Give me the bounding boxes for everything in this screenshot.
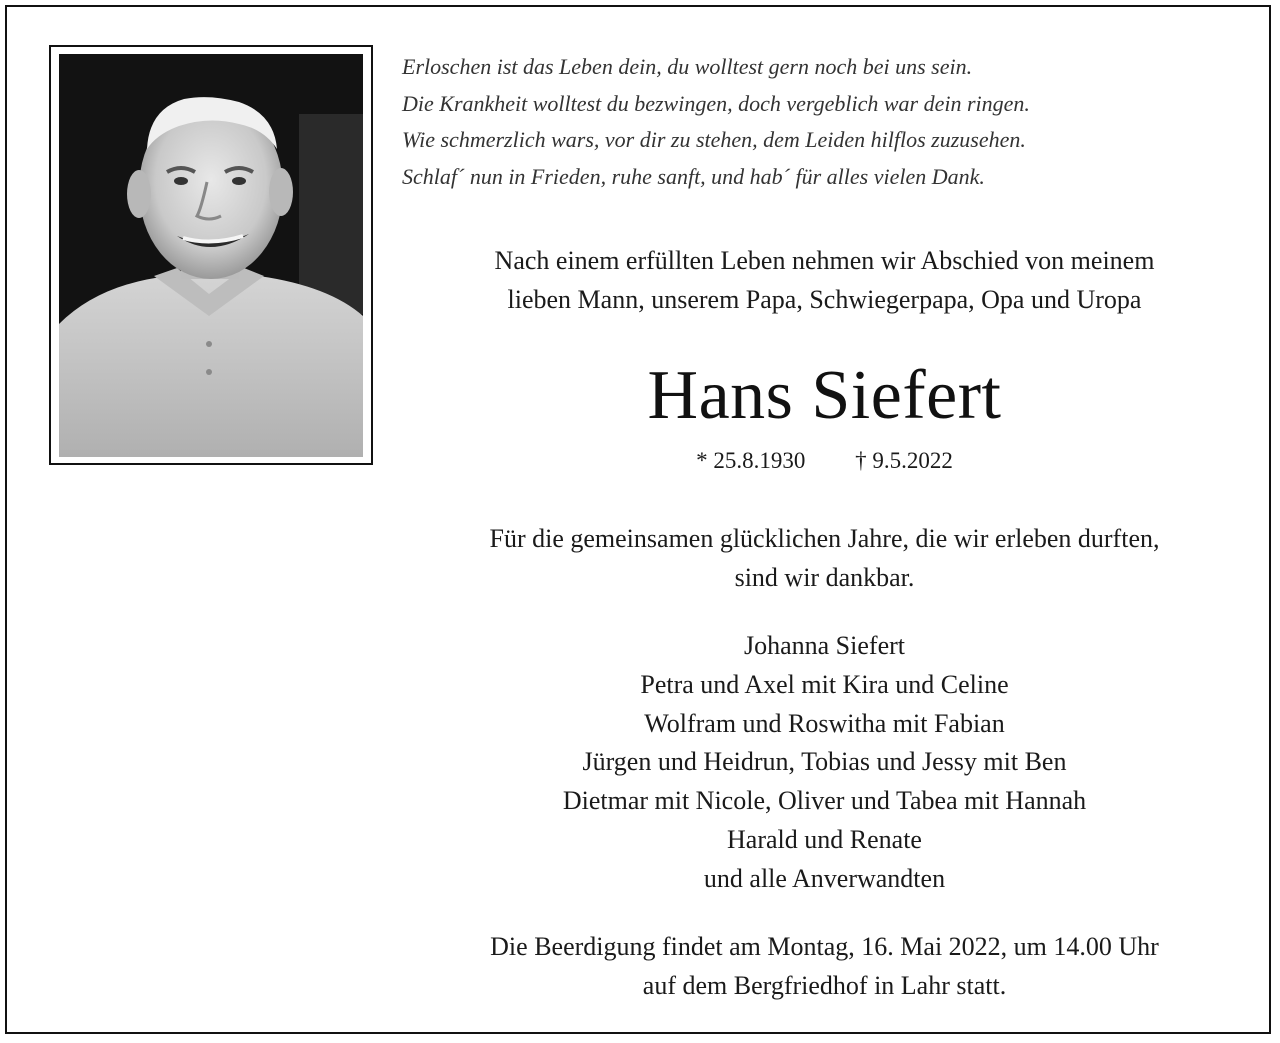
mourner-entry: Johanna Siefert — [743, 631, 905, 660]
mourner-entry: Jürgen und Heidrun, Tobias und Jessy mit Ben — [582, 747, 1067, 777]
poem-line: Die Krankheit wolltest du bezwingen, doch vergeblich war dein ringen. — [402, 90, 1030, 116]
poem-line: Erloschen ist das Leben dein, du wolltest gern noch bei uns sein. — [402, 54, 973, 79]
mourner-entry: und alle Anverwandten — [703, 863, 946, 893]
intro-line: Nach einem erfüllten Leben nehmen wir Abschied von meinem — [494, 246, 1155, 275]
poem-verse — [402, 49, 1252, 195]
obituary-notice — [5, 5, 1271, 1034]
mourners-list — [402, 627, 1247, 899]
portrait-frame — [49, 45, 373, 465]
portrait-icon — [59, 54, 363, 457]
deceased-name: Hans Siefert — [647, 357, 1002, 434]
birth-date: * 25.8.1930 — [696, 448, 806, 473]
gratitude-text — [402, 519, 1247, 597]
mourner-entry: Dietmar mit Nicole, Oliver und Tabea mit Hannah — [562, 786, 1087, 816]
portrait-photo — [59, 54, 363, 457]
mourner-entry: Wolfram und Roswitha mit Fabian — [644, 708, 1005, 738]
thanks-line: Für die gemeinsamen glücklichen Jahre, die wir erleben durften, — [489, 524, 1160, 553]
farewell-intro — [402, 241, 1247, 319]
funeral-line: auf dem Bergfriedhof in Lahr statt. — [642, 971, 1007, 1000]
death-date: † 9.5.2022 — [855, 448, 953, 473]
poem-line: Wie schmerzlich wars, vor dir zu stehen, dem Leiden hilflos zuzusehen. — [402, 127, 1026, 152]
funeral-line: Die Beerdigung findet am Montag, 16. Mai 2022, um 14.00 Uhr — [490, 932, 1159, 961]
intro-line: lieben Mann, unserem Papa, Schwiegerpapa, Opa und Uropa — [507, 285, 1142, 314]
mourner-entry: Petra und Axel mit Kira und Celine — [640, 669, 1009, 699]
funeral-info — [402, 927, 1247, 1005]
poem-line: Schlaf´ nun in Frieden, ruhe sanft, und hab´ für alles vielen Dank. — [402, 163, 985, 189]
mourner-entry: Harald und Renate — [727, 824, 922, 854]
thanks-line: sind wir dankbar. — [734, 563, 915, 592]
life-dates — [402, 443, 1247, 479]
